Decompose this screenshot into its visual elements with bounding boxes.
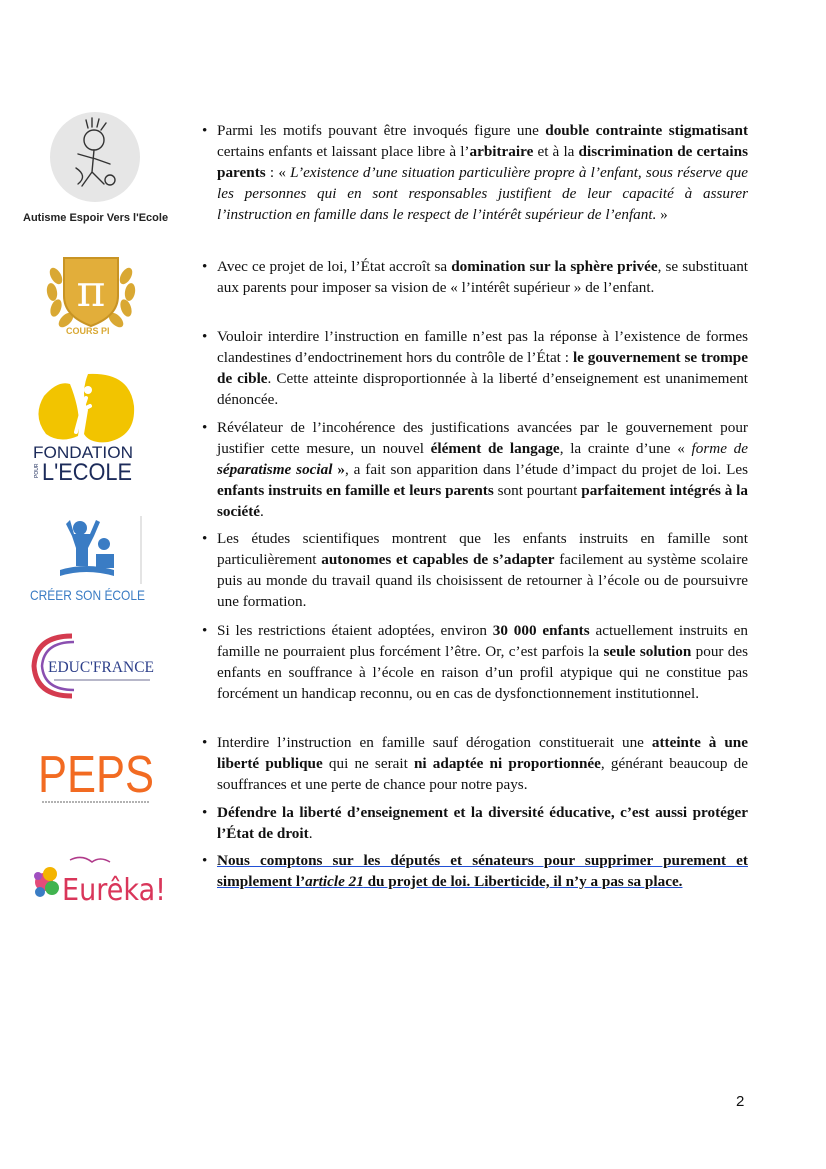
bullet-mauvaise-cible — [202, 326, 748, 410]
creer-son-ecole-logo — [30, 514, 148, 606]
bullet-etudes-scientifiques — [202, 528, 748, 612]
text-run: Avec ce projet de loi, l’État accroît sa — [217, 258, 452, 275]
text-run: . — [308, 825, 313, 842]
fondation-text-top: FONDATION — [33, 443, 133, 462]
text-run: facilement au système scolaire puis au monde du travail quand ils choisissent de retourner à l’école ou de poursuivre une formation. — [217, 551, 748, 610]
text-run: » — [656, 206, 668, 223]
text-run: forme de — [691, 440, 748, 457]
fondation-text-small: POUR — [34, 463, 40, 478]
educ-france-text: EDUC'FRANCE — [48, 659, 154, 676]
autisme-espoir-logo — [48, 110, 142, 204]
text-run: parfaitement intégrés à la société — [217, 482, 748, 520]
text-run: actuellement instruits en famille ne pourraient plus forcément l’être. Or, c’est parfois la — [217, 622, 748, 660]
text-run: , a fait son apparition dans l’étude d’impact du projet de loi. Les — [344, 461, 749, 478]
text-run: : « — [265, 164, 291, 181]
text-run: atteinte à une liberté publique — [217, 734, 748, 772]
text-run: Vouloir interdire l’instruction en famille n’est pas la réponse à l’existence de formes clandestines d’endoctrinement hors du contrôle de l’État : — [217, 328, 748, 366]
text-run: Nous comptons sur les députés et sénateurs pour supprimer purement et simplement l’ — [217, 852, 748, 890]
text-run: arbitraire — [469, 143, 534, 160]
text-run: le gouvernement se trompe de cible — [217, 349, 748, 387]
page-number: 2 — [736, 1093, 745, 1110]
bullet-etat-de-droit — [202, 802, 748, 844]
text-run: séparatisme social — [217, 461, 333, 478]
autisme-espoir-caption: Autisme Espoir Vers l'Ecole — [23, 212, 169, 224]
cours-pi-symbol: π — [76, 266, 106, 317]
text-run: Défendre la liberté d’enseignement et la diversité éducative, c’est aussi protéger l’État de droit — [217, 804, 748, 842]
fondation-text-bottom: L'ECOLE — [42, 459, 132, 486]
bullet-article-21 — [202, 850, 748, 892]
text-run: ni adaptée ni proportionnée — [413, 755, 601, 772]
text-run: élément de langage — [430, 440, 560, 457]
text-run: Interdire l’instruction en famille sauf dérogation constituerait une — [217, 734, 652, 751]
bullet-sphere-privee — [202, 256, 748, 298]
creer-son-ecole-caption: CRÉER SON ÉCOLE — [30, 587, 145, 603]
objectif-eureka-logo — [30, 852, 170, 912]
text-run: et à la — [533, 143, 579, 160]
text-run: Révélateur de l’incohérence des justifications avancées par le gouvernement pour justifier cette mesure, un nouvel — [217, 419, 748, 457]
bullet-stigmatisation — [202, 120, 748, 225]
text-run: seule solution — [603, 643, 692, 660]
fondation-ecole-logo — [30, 370, 136, 484]
text-run: qui ne serait — [322, 755, 414, 772]
text-run: Parmi les motifs pouvant être invoqués figure une — [217, 122, 546, 139]
peps-text: PEPS — [38, 746, 154, 804]
text-run: du projet de loi. Liberticide, il n’y a pas sa place. — [363, 873, 683, 890]
text-run: Les études scientifiques montrent que les enfants instruits en famille sont particulièrement — [217, 530, 748, 568]
text-run: » — [332, 461, 345, 478]
cours-pi-caption: COURS PI — [66, 326, 110, 336]
bullet-separatisme — [202, 417, 748, 522]
text-run: certains enfants et laissant place libre à l’ — [217, 143, 470, 160]
text-run: L’existence d’une situation particulière propre à l’enfant, sous réserve que les personnes qui en sont responsables justifient de leur capacité à assurer l’instruction en famille dans le respect de l’intérêt supérieur de l’enfant. — [217, 164, 748, 223]
bullet-30000-enfants — [202, 620, 748, 704]
text-run: autonomes et capables de s’adapter — [321, 551, 555, 568]
text-run: , générant beaucoup de souffrances et une perte de chance pour notre pays. — [217, 755, 748, 793]
text-run: discrimination de certains parents — [217, 143, 748, 181]
text-run: . Cette atteinte disproportionnée à la liberté d’enseignement est unanimement dénoncée. — [217, 370, 749, 408]
bullet-liberte-publique — [202, 732, 748, 795]
text-run: Si les restrictions étaient adoptées, environ — [217, 622, 493, 639]
text-run: sont pourtant — [493, 482, 582, 499]
text-run: 30 000 enfants — [492, 622, 590, 639]
text-run: domination sur la sphère privée — [451, 258, 658, 275]
text-run: pour des enfants en souffrance à l’école en raison d’un profil atypique qui ne constitue pas forcément un handicap reconnu, ou en cas de dysfonctionnement institutionnel. — [217, 643, 749, 702]
text-run: enfants instruits en famille et leurs parents — [217, 482, 494, 499]
text-run: , se substituant aux parents pour imposer sa vision de « l’intérêt supérieur » de l’enfant. — [217, 258, 749, 296]
text-run: double contrainte stigmatisant — [545, 122, 749, 139]
text-run: article 21 — [305, 873, 364, 890]
peps-logo — [38, 744, 156, 806]
educ-france-logo — [30, 632, 158, 700]
text-run: , la crainte d’une « — [559, 440, 692, 457]
eureka-text: Eurêka! — [62, 873, 166, 908]
text-run: . — [260, 503, 264, 520]
